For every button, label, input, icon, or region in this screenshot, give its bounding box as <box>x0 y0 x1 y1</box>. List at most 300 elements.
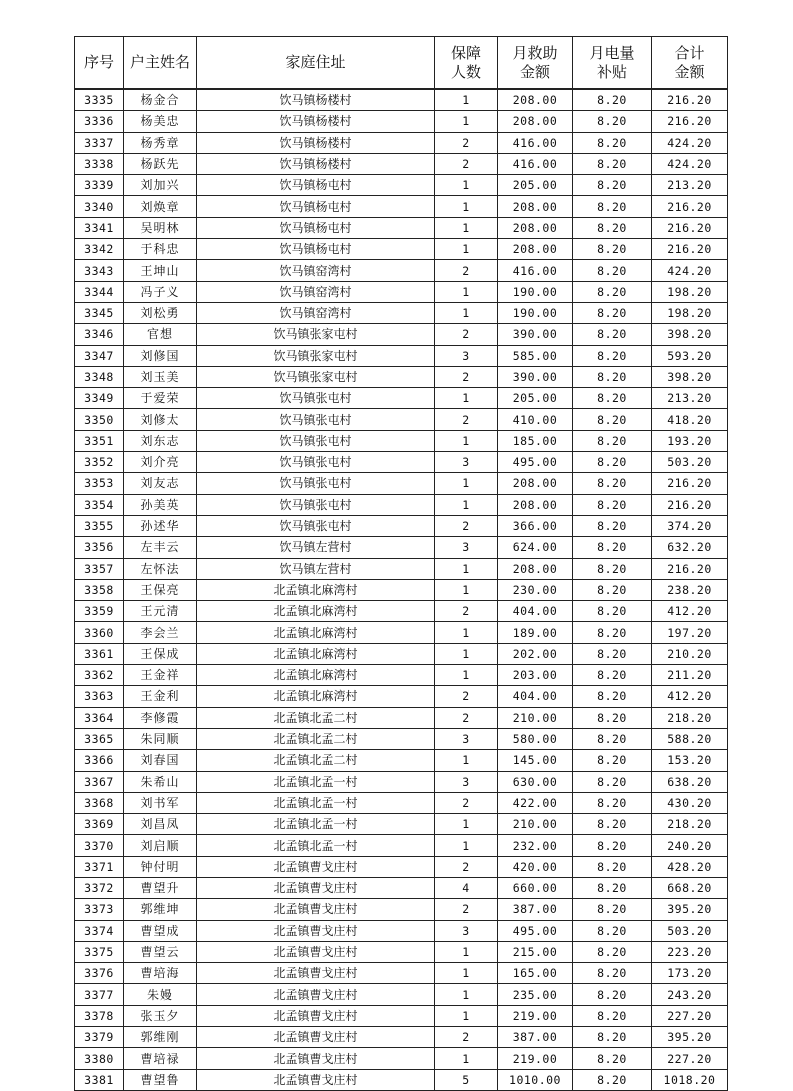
cell-name: 王保亮 <box>124 579 197 600</box>
cell-address: 饮马镇张屯村 <box>197 388 435 409</box>
cell-aid: 190.00 <box>498 302 573 323</box>
cell-people: 3 <box>435 452 498 473</box>
cell-seq: 3368 <box>75 792 124 813</box>
cell-people: 1 <box>435 175 498 196</box>
table-row <box>75 792 728 813</box>
cell-name: 李会兰 <box>124 622 197 643</box>
cell-address: 饮马镇张屯村 <box>197 452 435 473</box>
cell-people: 2 <box>435 409 498 430</box>
cell-total: 216.20 <box>652 494 728 515</box>
table-row <box>75 175 728 196</box>
cell-address: 饮马镇张家屯村 <box>197 345 435 366</box>
cell-name: 曹望云 <box>124 941 197 962</box>
cell-seq: 3367 <box>75 771 124 792</box>
table-row <box>75 750 728 771</box>
cell-aid: 208.00 <box>498 89 573 111</box>
cell-seq: 3353 <box>75 473 124 494</box>
cell-total: 227.20 <box>652 1005 728 1026</box>
cell-seq: 3347 <box>75 345 124 366</box>
cell-address: 北孟镇北孟一村 <box>197 771 435 792</box>
cell-seq: 3364 <box>75 707 124 728</box>
cell-aid: 624.00 <box>498 537 573 558</box>
cell-address: 北孟镇北孟一村 <box>197 814 435 835</box>
table-row <box>75 111 728 132</box>
cell-aid: 495.00 <box>498 452 573 473</box>
table-row <box>75 1069 728 1090</box>
cell-aid: 219.00 <box>498 1048 573 1069</box>
relief-table <box>74 36 728 1091</box>
cell-name: 刘修国 <box>124 345 197 366</box>
cell-address: 饮马镇杨屯村 <box>197 239 435 260</box>
cell-address: 饮马镇杨屯村 <box>197 217 435 238</box>
cell-seq: 3339 <box>75 175 124 196</box>
cell-aid: 422.00 <box>498 792 573 813</box>
cell-address: 北孟镇北孟二村 <box>197 707 435 728</box>
cell-address: 饮马镇左营村 <box>197 537 435 558</box>
cell-seq: 3376 <box>75 963 124 984</box>
cell-aid: 208.00 <box>498 111 573 132</box>
cell-total: 398.20 <box>652 324 728 345</box>
cell-seq: 3344 <box>75 281 124 302</box>
cell-total: 216.20 <box>652 89 728 111</box>
cell-name: 张玉夕 <box>124 1005 197 1026</box>
cell-address: 北孟镇曹戈庄村 <box>197 1048 435 1069</box>
cell-name: 孙美英 <box>124 494 197 515</box>
cell-seq: 3374 <box>75 920 124 941</box>
cell-name: 刘焕章 <box>124 196 197 217</box>
cell-elec: 8.20 <box>573 1005 652 1026</box>
cell-aid: 235.00 <box>498 984 573 1005</box>
cell-address: 北孟镇曹戈庄村 <box>197 984 435 1005</box>
cell-seq: 3354 <box>75 494 124 515</box>
cell-seq: 3338 <box>75 153 124 174</box>
cell-elec: 8.20 <box>573 153 652 174</box>
table-body <box>75 89 728 1090</box>
table-row <box>75 1048 728 1069</box>
cell-elec: 8.20 <box>573 473 652 494</box>
cell-address: 北孟镇北麻湾村 <box>197 665 435 686</box>
table-row <box>75 345 728 366</box>
cell-total: 227.20 <box>652 1048 728 1069</box>
cell-elec: 8.20 <box>573 963 652 984</box>
cell-seq: 3359 <box>75 601 124 622</box>
table-row <box>75 366 728 387</box>
cell-seq: 3355 <box>75 515 124 536</box>
cell-people: 1 <box>435 473 498 494</box>
cell-seq: 3381 <box>75 1069 124 1090</box>
cell-address: 饮马镇窑湾村 <box>197 281 435 302</box>
cell-aid: 416.00 <box>498 260 573 281</box>
cell-total: 216.20 <box>652 196 728 217</box>
cell-elec: 8.20 <box>573 984 652 1005</box>
cell-elec: 8.20 <box>573 558 652 579</box>
cell-address: 北孟镇曹戈庄村 <box>197 1027 435 1048</box>
cell-aid: 203.00 <box>498 665 573 686</box>
cell-seq: 3345 <box>75 302 124 323</box>
cell-aid: 230.00 <box>498 579 573 600</box>
header-total-line1: 合计 <box>674 43 705 62</box>
cell-aid: 585.00 <box>498 345 573 366</box>
header-people-line1: 保障 <box>450 43 481 62</box>
cell-people: 1 <box>435 281 498 302</box>
cell-aid: 416.00 <box>498 153 573 174</box>
cell-elec: 8.20 <box>573 388 652 409</box>
cell-total: 216.20 <box>652 217 728 238</box>
table-row <box>75 835 728 856</box>
cell-aid: 210.00 <box>498 707 573 728</box>
cell-seq: 3336 <box>75 111 124 132</box>
cell-address: 北孟镇曹戈庄村 <box>197 941 435 962</box>
cell-name: 于爱荣 <box>124 388 197 409</box>
cell-name: 朱希山 <box>124 771 197 792</box>
cell-aid: 210.00 <box>498 814 573 835</box>
cell-address: 饮马镇左营村 <box>197 558 435 579</box>
cell-name: 刘松勇 <box>124 302 197 323</box>
cell-people: 1 <box>435 1048 498 1069</box>
cell-name: 孙述华 <box>124 515 197 536</box>
cell-seq: 3343 <box>75 260 124 281</box>
cell-total: 418.20 <box>652 409 728 430</box>
cell-total: 428.20 <box>652 856 728 877</box>
cell-people: 1 <box>435 302 498 323</box>
cell-people: 1 <box>435 643 498 664</box>
table-row <box>75 388 728 409</box>
cell-aid: 205.00 <box>498 175 573 196</box>
cell-people: 1 <box>435 814 498 835</box>
cell-aid: 390.00 <box>498 366 573 387</box>
table-row <box>75 771 728 792</box>
table-row <box>75 324 728 345</box>
cell-elec: 8.20 <box>573 515 652 536</box>
cell-people: 1 <box>435 196 498 217</box>
cell-elec: 8.20 <box>573 707 652 728</box>
table-row <box>75 643 728 664</box>
cell-seq: 3341 <box>75 217 124 238</box>
cell-seq: 3352 <box>75 452 124 473</box>
cell-name: 刘玉美 <box>124 366 197 387</box>
cell-aid: 1010.00 <box>498 1069 573 1090</box>
cell-seq: 3335 <box>75 89 124 111</box>
table-row <box>75 877 728 898</box>
header-elec-line2: 补贴 <box>596 62 627 81</box>
header-people-line2: 人数 <box>450 62 481 81</box>
cell-name: 左怀法 <box>124 558 197 579</box>
cell-elec: 8.20 <box>573 643 652 664</box>
table-row <box>75 452 728 473</box>
cell-aid: 495.00 <box>498 920 573 941</box>
cell-aid: 410.00 <box>498 409 573 430</box>
cell-address: 北孟镇曹戈庄村 <box>197 1005 435 1026</box>
cell-people: 5 <box>435 1069 498 1090</box>
cell-aid: 387.00 <box>498 899 573 920</box>
cell-seq: 3340 <box>75 196 124 217</box>
cell-elec: 8.20 <box>573 579 652 600</box>
cell-aid: 189.00 <box>498 622 573 643</box>
cell-address: 北孟镇北麻湾村 <box>197 643 435 664</box>
cell-aid: 205.00 <box>498 388 573 409</box>
table-row <box>75 409 728 430</box>
cell-seq: 3356 <box>75 537 124 558</box>
cell-elec: 8.20 <box>573 217 652 238</box>
cell-elec: 8.20 <box>573 877 652 898</box>
header-aid-line1: 月救助 <box>512 43 558 62</box>
cell-people: 2 <box>435 515 498 536</box>
table-row <box>75 89 728 111</box>
table-row <box>75 984 728 1005</box>
cell-seq: 3362 <box>75 665 124 686</box>
cell-seq: 3337 <box>75 132 124 153</box>
cell-people: 2 <box>435 899 498 920</box>
cell-address: 北孟镇曹戈庄村 <box>197 856 435 877</box>
cell-aid: 387.00 <box>498 1027 573 1048</box>
cell-people: 1 <box>435 984 498 1005</box>
cell-name: 曹培海 <box>124 963 197 984</box>
cell-aid: 420.00 <box>498 856 573 877</box>
cell-aid: 185.00 <box>498 430 573 451</box>
cell-people: 2 <box>435 324 498 345</box>
cell-people: 2 <box>435 792 498 813</box>
cell-address: 北孟镇北孟一村 <box>197 835 435 856</box>
cell-seq: 3360 <box>75 622 124 643</box>
cell-name: 杨金合 <box>124 89 197 111</box>
cell-address: 北孟镇北麻湾村 <box>197 622 435 643</box>
cell-elec: 8.20 <box>573 941 652 962</box>
header-address: 家庭住址 <box>197 37 435 90</box>
cell-aid: 580.00 <box>498 728 573 749</box>
cell-name: 杨美忠 <box>124 111 197 132</box>
cell-address: 北孟镇曹戈庄村 <box>197 920 435 941</box>
table-row <box>75 707 728 728</box>
cell-name: 钟付明 <box>124 856 197 877</box>
cell-seq: 3377 <box>75 984 124 1005</box>
cell-seq: 3358 <box>75 579 124 600</box>
cell-address: 北孟镇北孟一村 <box>197 792 435 813</box>
cell-seq: 3371 <box>75 856 124 877</box>
table-row <box>75 153 728 174</box>
cell-people: 1 <box>435 941 498 962</box>
cell-people: 1 <box>435 388 498 409</box>
cell-name: 刘春国 <box>124 750 197 771</box>
cell-seq: 3365 <box>75 728 124 749</box>
table-row <box>75 281 728 302</box>
cell-elec: 8.20 <box>573 835 652 856</box>
cell-seq: 3366 <box>75 750 124 771</box>
table-header-row <box>75 37 728 90</box>
cell-total: 198.20 <box>652 302 728 323</box>
cell-total: 395.20 <box>652 899 728 920</box>
cell-aid: 215.00 <box>498 941 573 962</box>
cell-elec: 8.20 <box>573 409 652 430</box>
cell-aid: 202.00 <box>498 643 573 664</box>
cell-seq: 3349 <box>75 388 124 409</box>
cell-aid: 190.00 <box>498 281 573 302</box>
cell-aid: 208.00 <box>498 239 573 260</box>
cell-total: 668.20 <box>652 877 728 898</box>
cell-elec: 8.20 <box>573 452 652 473</box>
cell-elec: 8.20 <box>573 814 652 835</box>
cell-total: 216.20 <box>652 239 728 260</box>
cell-people: 3 <box>435 537 498 558</box>
cell-address: 饮马镇张家屯村 <box>197 366 435 387</box>
cell-name: 刘修太 <box>124 409 197 430</box>
cell-name: 于科忠 <box>124 239 197 260</box>
cell-total: 424.20 <box>652 132 728 153</box>
cell-total: 216.20 <box>652 558 728 579</box>
cell-seq: 3361 <box>75 643 124 664</box>
cell-elec: 8.20 <box>573 622 652 643</box>
cell-name: 郭维坤 <box>124 899 197 920</box>
cell-name: 刘昌凤 <box>124 814 197 835</box>
cell-name: 刘友志 <box>124 473 197 494</box>
cell-elec: 8.20 <box>573 302 652 323</box>
cell-people: 1 <box>435 430 498 451</box>
table-row <box>75 1005 728 1026</box>
cell-aid: 165.00 <box>498 963 573 984</box>
cell-name: 杨秀章 <box>124 132 197 153</box>
cell-seq: 3370 <box>75 835 124 856</box>
header-total-line2: 金额 <box>674 62 705 81</box>
cell-total: 216.20 <box>652 111 728 132</box>
table-row <box>75 728 728 749</box>
cell-elec: 8.20 <box>573 792 652 813</box>
table-row <box>75 963 728 984</box>
cell-total: 197.20 <box>652 622 728 643</box>
cell-address: 北孟镇曹戈庄村 <box>197 1069 435 1090</box>
cell-people: 1 <box>435 217 498 238</box>
cell-total: 412.20 <box>652 601 728 622</box>
cell-address: 饮马镇张屯村 <box>197 430 435 451</box>
cell-total: 593.20 <box>652 345 728 366</box>
cell-elec: 8.20 <box>573 728 652 749</box>
cell-total: 238.20 <box>652 579 728 600</box>
cell-total: 218.20 <box>652 707 728 728</box>
table-row <box>75 196 728 217</box>
cell-address: 饮马镇张屯村 <box>197 515 435 536</box>
cell-address: 饮马镇张屯村 <box>197 409 435 430</box>
cell-address: 饮马镇张屯村 <box>197 494 435 515</box>
cell-name: 王金利 <box>124 686 197 707</box>
cell-people: 1 <box>435 111 498 132</box>
cell-elec: 8.20 <box>573 750 652 771</box>
cell-people: 2 <box>435 366 498 387</box>
cell-total: 240.20 <box>652 835 728 856</box>
cell-people: 3 <box>435 345 498 366</box>
cell-address: 北孟镇曹戈庄村 <box>197 899 435 920</box>
cell-elec: 8.20 <box>573 366 652 387</box>
relief-table-sheet <box>74 36 720 1091</box>
cell-name: 刘介亮 <box>124 452 197 473</box>
table-row <box>75 217 728 238</box>
cell-elec: 8.20 <box>573 89 652 111</box>
cell-name: 刘书军 <box>124 792 197 813</box>
cell-elec: 8.20 <box>573 920 652 941</box>
cell-seq: 3346 <box>75 324 124 345</box>
table-row <box>75 558 728 579</box>
cell-address: 北孟镇北孟二村 <box>197 728 435 749</box>
cell-people: 1 <box>435 622 498 643</box>
cell-elec: 8.20 <box>573 430 652 451</box>
cell-name: 王保成 <box>124 643 197 664</box>
table-row <box>75 473 728 494</box>
cell-name: 郭维刚 <box>124 1027 197 1048</box>
cell-people: 1 <box>435 579 498 600</box>
cell-address: 北孟镇北孟二村 <box>197 750 435 771</box>
cell-name: 左丰云 <box>124 537 197 558</box>
cell-aid: 404.00 <box>498 686 573 707</box>
cell-name: 杨跃先 <box>124 153 197 174</box>
cell-elec: 8.20 <box>573 899 652 920</box>
cell-people: 1 <box>435 239 498 260</box>
table-row <box>75 665 728 686</box>
cell-elec: 8.20 <box>573 537 652 558</box>
header-people <box>435 37 498 90</box>
cell-aid: 390.00 <box>498 324 573 345</box>
table-row <box>75 814 728 835</box>
cell-people: 3 <box>435 728 498 749</box>
cell-name: 王坤山 <box>124 260 197 281</box>
cell-aid: 208.00 <box>498 473 573 494</box>
cell-name: 朱嫚 <box>124 984 197 1005</box>
header-total <box>652 37 728 90</box>
table-row <box>75 537 728 558</box>
table-row <box>75 920 728 941</box>
header-elec <box>573 37 652 90</box>
cell-total: 638.20 <box>652 771 728 792</box>
cell-people: 1 <box>435 750 498 771</box>
cell-people: 2 <box>435 686 498 707</box>
cell-people: 4 <box>435 877 498 898</box>
table-row <box>75 856 728 877</box>
cell-address: 饮马镇张家屯村 <box>197 324 435 345</box>
cell-elec: 8.20 <box>573 260 652 281</box>
cell-seq: 3379 <box>75 1027 124 1048</box>
cell-seq: 3348 <box>75 366 124 387</box>
cell-total: 216.20 <box>652 473 728 494</box>
cell-people: 1 <box>435 835 498 856</box>
cell-total: 412.20 <box>652 686 728 707</box>
cell-people: 2 <box>435 132 498 153</box>
table-row <box>75 579 728 600</box>
cell-name: 刘东志 <box>124 430 197 451</box>
cell-name: 官想 <box>124 324 197 345</box>
cell-address: 饮马镇杨屯村 <box>197 196 435 217</box>
cell-total: 223.20 <box>652 941 728 962</box>
cell-aid: 208.00 <box>498 196 573 217</box>
cell-total: 430.20 <box>652 792 728 813</box>
cell-address: 饮马镇张屯村 <box>197 473 435 494</box>
cell-elec: 8.20 <box>573 601 652 622</box>
cell-name: 吴明林 <box>124 217 197 238</box>
cell-address: 饮马镇杨楼村 <box>197 111 435 132</box>
cell-total: 424.20 <box>652 153 728 174</box>
cell-elec: 8.20 <box>573 239 652 260</box>
cell-people: 3 <box>435 920 498 941</box>
cell-total: 213.20 <box>652 175 728 196</box>
table-row <box>75 239 728 260</box>
cell-people: 1 <box>435 558 498 579</box>
cell-aid: 630.00 <box>498 771 573 792</box>
cell-address: 北孟镇曹戈庄村 <box>197 963 435 984</box>
cell-total: 243.20 <box>652 984 728 1005</box>
header-aid <box>498 37 573 90</box>
cell-total: 398.20 <box>652 366 728 387</box>
header-aid-line2: 金额 <box>519 62 550 81</box>
cell-total: 588.20 <box>652 728 728 749</box>
cell-name: 曹望鲁 <box>124 1069 197 1090</box>
cell-seq: 3351 <box>75 430 124 451</box>
table-row <box>75 622 728 643</box>
cell-elec: 8.20 <box>573 1069 652 1090</box>
